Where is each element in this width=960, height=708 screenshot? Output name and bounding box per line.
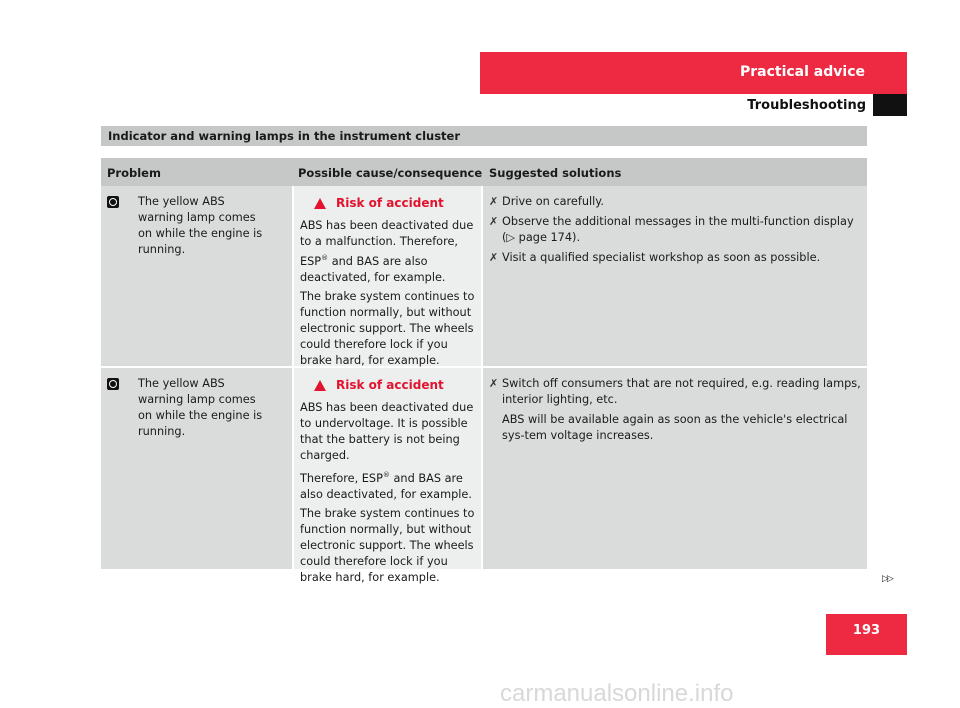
column-header-solutions: Suggested solutions xyxy=(489,166,622,180)
cause-text: ABS has been deactivated due to a malfunction. Therefore, ESP xyxy=(300,219,474,268)
abs-warning-lamp-icon xyxy=(107,378,119,390)
cause-paragraph: ABS has been deactivated due to undervoltage. It is possible that the battery is not being charged. xyxy=(300,401,474,462)
solution-step xyxy=(489,214,861,246)
table-row xyxy=(101,186,867,366)
solution-step xyxy=(489,250,861,266)
problem-cell xyxy=(101,368,292,569)
cause-text: Therefore, ESP xyxy=(300,471,383,485)
page-number: 193 xyxy=(826,614,907,655)
cause-text: and BAS are also deactivated, for example. xyxy=(300,254,446,284)
solution-step xyxy=(489,194,861,210)
step-arrow-icon: ✗ xyxy=(489,251,499,264)
watermark: carmanualsonline.info xyxy=(500,680,734,707)
section-header xyxy=(480,52,907,94)
cause-text: and BAS are also deactivated, for example. xyxy=(300,471,472,501)
continued-arrows-icon: ▷▷ xyxy=(882,574,892,584)
solutions-cell xyxy=(483,186,867,366)
step-text: Drive on carefully. xyxy=(502,195,604,208)
table-row xyxy=(101,368,867,584)
warning-heading xyxy=(314,195,475,211)
warning-heading xyxy=(314,377,475,393)
registered-mark: ® xyxy=(321,254,329,262)
problem-text: The yellow ABS warning lamp comes on while the engine is running. xyxy=(138,377,263,438)
cause-paragraph xyxy=(300,218,475,286)
problem-text: The yellow ABS warning lamp comes on while the engine is running. xyxy=(138,195,263,256)
column-header-problem: Problem xyxy=(107,166,161,180)
step-text: Visit a qualified specialist workshop as soon as possible. xyxy=(502,251,821,264)
header-tab xyxy=(873,94,907,116)
cause-paragraph xyxy=(300,467,475,503)
warning-label: Risk of accident xyxy=(336,196,444,210)
page-reference-link[interactable]: (▷ page 174). xyxy=(502,231,581,244)
registered-mark: ® xyxy=(382,471,390,479)
step-text: Observe the additional messages in the multi-function display xyxy=(502,215,854,228)
warning-label: Risk of accident xyxy=(336,378,444,392)
solution-step xyxy=(489,376,861,408)
warning-triangle-icon xyxy=(314,380,326,391)
section-title: Practical advice xyxy=(739,64,865,80)
step-arrow-icon: ✗ xyxy=(489,377,499,390)
step-note: ABS will be available again as soon as the vehicle's electrical sys-tem voltage increases. xyxy=(502,413,848,442)
cause-paragraph: The brake system continues to function normally, but without electronic support. The wheels could therefore lock if you brake hard, for example. xyxy=(300,506,475,584)
step-text: Switch off consumers that are not required, e.g. reading lamps, interior lighting, etc. xyxy=(502,377,861,406)
cause-cell xyxy=(292,368,483,584)
warning-triangle-icon xyxy=(314,198,326,209)
solutions-cell xyxy=(483,368,867,569)
column-header-cause: Possible cause/consequence xyxy=(298,166,483,180)
subsection-title: Troubleshooting xyxy=(747,98,866,113)
abs-warning-lamp-icon xyxy=(107,196,119,208)
cause-paragraph: The brake system continues to function normally, but without electronic support. The wheels could therefore lock if you brake hard, for example. xyxy=(300,289,475,367)
cause-cell xyxy=(292,186,483,366)
table-header xyxy=(101,158,867,186)
problem-cell xyxy=(101,186,292,366)
step-arrow-icon: ✗ xyxy=(489,195,499,208)
table-title: Indicator and warning lamps in the instrument cluster xyxy=(101,126,867,146)
step-arrow-icon: ✗ xyxy=(489,215,499,228)
